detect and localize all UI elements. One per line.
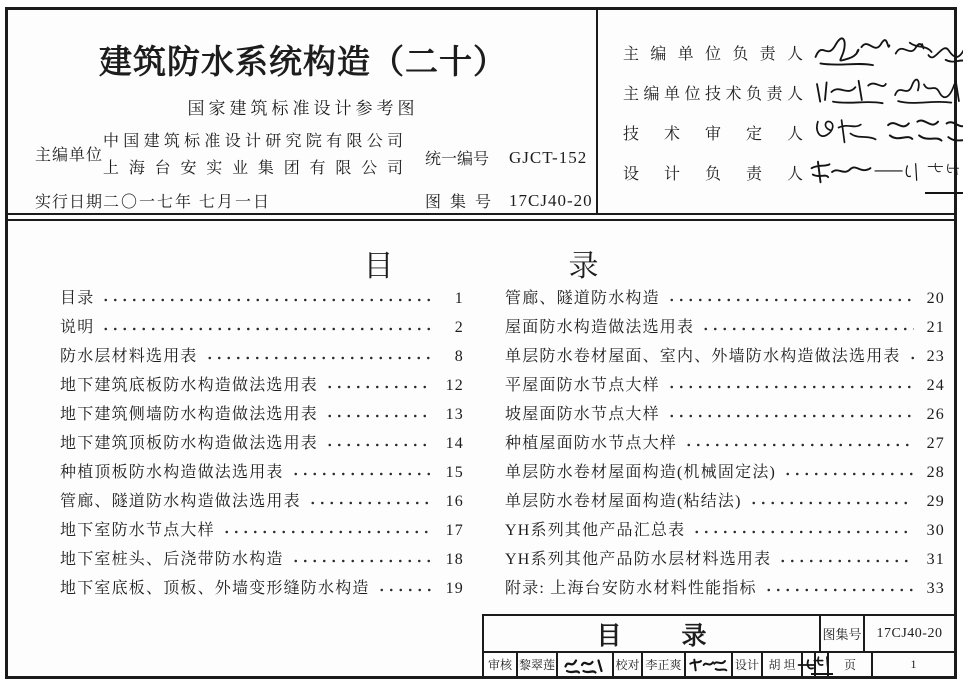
toc-entry-page: 2 <box>454 319 464 336</box>
dot-leader <box>291 556 433 566</box>
toc-entry-label: 地下建筑底板防水构造做法选用表 <box>60 377 319 394</box>
toc-entry <box>505 575 945 604</box>
dot-leader <box>908 353 914 363</box>
toc-entry-label: 种植屋面防水节点大样 <box>505 435 678 452</box>
toc-entry-label: YH系列其他产品防水层材料选用表 <box>505 551 772 568</box>
signatory-label: 主编单位负责人 <box>623 45 803 63</box>
atlas-number-label-cell: 图集号 <box>821 616 865 651</box>
page-label-cell: 页 <box>829 653 873 676</box>
toc-entry <box>505 488 945 517</box>
dot-leader <box>701 324 914 334</box>
signature-scribble-icon <box>809 152 873 192</box>
designer-name-cell: 胡 坦 <box>763 653 803 676</box>
toc-entry-label: 附录: 上海台安防水材料性能指标 <box>505 580 757 597</box>
signatory-row-approver <box>623 112 950 152</box>
toc-title-text: 目录 <box>363 250 599 283</box>
document-subtitle: 国家建筑标准设计参考图 <box>187 99 419 118</box>
dot-leader <box>667 295 914 305</box>
toc-entry-page: 1 <box>454 290 464 307</box>
toc-entry <box>505 546 945 575</box>
signature-scribble-icon <box>561 656 609 674</box>
toc-entry-label: 种植顶板防水构造做法选用表 <box>60 464 284 481</box>
content-section <box>8 219 954 676</box>
toc-entry <box>60 314 464 343</box>
toc-entry-page: 17 <box>445 522 464 539</box>
proofreader-label-cell: 校对 <box>614 653 643 676</box>
toc-entry-label: 地下室底板、顶板、外墙变形缝防水构造 <box>60 580 370 597</box>
reviewer-label-cell: 审核 <box>484 653 518 676</box>
effective-date-label: 实行日期 <box>35 194 104 211</box>
title-block-row-2 <box>484 653 954 676</box>
signature-area <box>809 72 963 112</box>
signature-scribble-icon <box>689 656 729 674</box>
toc-entry <box>60 401 464 430</box>
toc-entry <box>505 401 945 430</box>
editor-unit-1: 中国建筑标准设计研究院有限公司 <box>103 133 403 150</box>
proofreader-signature-cell <box>686 653 733 676</box>
toc-entry-page: 13 <box>445 406 464 423</box>
signatory-row-tech-chief <box>623 72 950 112</box>
title-block-row-1 <box>484 616 954 653</box>
toc-entry-label: 平屋面防水节点大样 <box>505 377 660 394</box>
toc-entry <box>60 546 464 575</box>
toc-entry-page: 31 <box>926 551 945 568</box>
atlas-number-value: 17CJ40-20 <box>509 190 593 210</box>
signature-scribble-icon <box>889 73 963 111</box>
toc-entry-label: 管廊、隧道防水构造做法选用表 <box>60 493 301 510</box>
toc-title <box>8 241 954 285</box>
dot-leader <box>684 440 914 450</box>
signature-scribble-icon <box>873 152 925 192</box>
dot-leader <box>325 411 433 421</box>
dot-leader <box>291 469 433 479</box>
toc-entry <box>505 285 945 314</box>
signature-scribble-icon <box>809 73 889 111</box>
signatory-row-chief <box>623 32 950 72</box>
document-page <box>5 7 957 679</box>
toc-entry-page: 14 <box>445 435 464 452</box>
toc-entry <box>505 372 945 401</box>
toc-entry-page: 19 <box>445 580 464 597</box>
toc-entry <box>505 343 945 372</box>
toc-entry <box>505 459 945 488</box>
toc-entry-page: 15 <box>445 464 464 481</box>
atlas-number-row <box>425 189 593 212</box>
toc-entry-page: 30 <box>926 522 945 539</box>
sheet-title: 目录 <box>596 622 707 650</box>
toc-entry <box>60 372 464 401</box>
unified-number-row <box>425 146 587 169</box>
dot-leader <box>667 382 914 392</box>
toc-entry-label: 屋面防水构造做法选用表 <box>505 319 695 336</box>
dot-leader <box>325 382 433 392</box>
dot-leader <box>749 498 914 508</box>
toc-entry-page: 20 <box>926 290 945 307</box>
toc-entry-page: 23 <box>926 348 945 365</box>
toc-entry-page: 24 <box>926 377 945 394</box>
reviewer-name-cell: 黎翠莲 <box>518 653 558 676</box>
page-value-cell: 1 <box>910 657 917 671</box>
toc-entry-label: 单层防水卷材屋面、室内、外墙防水构造做法选用表 <box>505 348 901 365</box>
dot-leader <box>325 440 433 450</box>
toc-entry-label: 地下室桩头、后浇带防水构造 <box>60 551 284 568</box>
toc-entry-page: 21 <box>926 319 945 336</box>
toc-entry <box>60 575 464 604</box>
toc-entry-label: 单层防水卷材屋面构造(粘结法) <box>505 493 742 510</box>
toc-entry-label: 防水层材料选用表 <box>60 348 198 365</box>
signatory-row-designer <box>623 152 950 192</box>
signature-scribble-icon <box>891 33 963 71</box>
unified-number-value: GJCT-152 <box>509 147 588 167</box>
toc-entry <box>60 343 464 372</box>
designer-label-cell: 设计 <box>733 653 763 676</box>
toc-entry <box>60 517 464 546</box>
designer-signature-cell <box>816 653 829 676</box>
toc-entry <box>60 459 464 488</box>
dot-leader <box>308 498 433 508</box>
header-section <box>8 10 954 215</box>
toc-entry-page: 27 <box>926 435 945 452</box>
proofreader-name-cell: 李正爽 <box>643 653 686 676</box>
dot-leader <box>667 411 914 421</box>
toc-entry-page: 26 <box>926 406 945 423</box>
signature-area <box>809 32 963 72</box>
toc-entry-page: 18 <box>445 551 464 568</box>
signature-scribble-icon <box>925 151 963 187</box>
toc-entry-label: YH系列其他产品汇总表 <box>505 522 686 539</box>
reviewer-signature-cell <box>558 653 614 676</box>
atlas-number-value-cell: 17CJ40-20 <box>876 625 943 641</box>
signature-area <box>809 112 963 152</box>
dot-leader <box>692 527 914 537</box>
toc-entry-label: 地下室防水节点大样 <box>60 522 215 539</box>
editor-unit-2: 上海台安实业集团有限公司 <box>103 160 403 177</box>
chief-editor-label: 主编单位 <box>35 147 104 164</box>
dot-leader <box>101 324 433 334</box>
dot-leader <box>778 556 914 566</box>
atlas-number-label: 图集号 <box>425 194 491 211</box>
toc-entry-page: 16 <box>445 493 464 510</box>
unified-number-label: 统一编号 <box>425 151 490 168</box>
toc-entry <box>60 430 464 459</box>
toc-entry-label: 说明 <box>60 319 95 336</box>
toc-entry <box>505 430 945 459</box>
effective-date-value: 二〇一七年 七月一日 <box>103 194 272 211</box>
toc-entry-page: 33 <box>926 580 945 597</box>
signatory-label: 设计负责人 <box>623 165 803 183</box>
toc-entry-page: 12 <box>445 377 464 394</box>
toc-entry-page: 29 <box>926 493 945 510</box>
toc-entry <box>505 314 945 343</box>
dot-leader <box>764 585 914 595</box>
signature-scribble-icon <box>809 112 883 152</box>
toc-entry-label: 单层防水卷材屋面构造(机械固定法) <box>505 464 777 481</box>
toc-column-right <box>505 285 945 604</box>
dot-leader <box>377 585 433 595</box>
signature-block <box>598 10 954 213</box>
dot-leader <box>101 295 433 305</box>
toc-entry-page: 28 <box>926 464 945 481</box>
title-block-table <box>482 614 954 676</box>
toc-column-left <box>60 285 464 604</box>
dot-leader <box>205 353 433 363</box>
signature-scribble-icon <box>809 33 891 71</box>
header-title-area <box>8 10 598 213</box>
signature-underline <box>925 151 963 194</box>
toc-entry <box>505 517 945 546</box>
toc-entry <box>60 285 464 314</box>
sheet-title-cell <box>484 616 821 651</box>
dot-leader <box>222 527 433 537</box>
document-title: 建筑防水系统构造（二十） <box>99 42 507 81</box>
toc-entry-label: 地下建筑顶板防水构造做法选用表 <box>60 435 319 452</box>
chief-editor-units <box>103 128 403 182</box>
signatory-label: 主编单位技术负责人 <box>623 85 803 103</box>
toc-entry-label: 坡屋面防水节点大样 <box>505 406 660 423</box>
toc-entry <box>60 488 464 517</box>
signature-area <box>809 152 963 192</box>
dot-leader <box>783 469 914 479</box>
toc-entry-page: 8 <box>454 348 464 365</box>
toc-entry-label: 地下建筑侧墙防水构造做法选用表 <box>60 406 319 423</box>
signatory-label: 技术审定人 <box>623 125 803 143</box>
toc-entry-label: 目录 <box>60 290 95 307</box>
signature-scribble-icon <box>883 112 963 152</box>
toc-entry-label: 管廊、隧道防水构造 <box>505 290 660 307</box>
